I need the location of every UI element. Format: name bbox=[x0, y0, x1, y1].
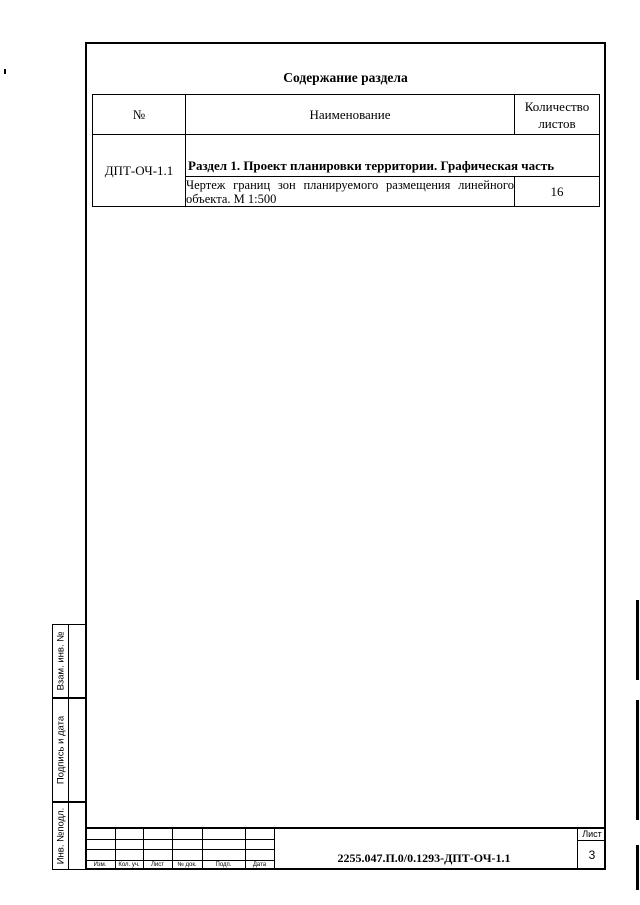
scan-mark bbox=[636, 700, 639, 820]
item-name: Чертеж границ зон планируемого размещения линейного объекта. М 1:500 bbox=[186, 177, 514, 206]
header-quantity: Количество листов bbox=[515, 95, 600, 135]
sheet-number: 3 bbox=[588, 848, 596, 862]
side-substitution-label: Взам. инв. № bbox=[55, 631, 66, 691]
header-number: № bbox=[93, 95, 186, 135]
item-sheets: 16 bbox=[515, 177, 600, 207]
row-code: ДПТ-ОЧ-1.1 bbox=[93, 135, 186, 207]
stamp-col-date: Дата bbox=[252, 862, 267, 868]
sheet-label: Лист bbox=[582, 829, 602, 839]
table-row bbox=[93, 135, 600, 177]
table-header-row bbox=[93, 95, 600, 135]
stamp-col-sign: Подп. bbox=[215, 862, 232, 868]
section-heading: Раздел 1. Проект планировки территории. Графическая часть bbox=[186, 135, 600, 177]
scan-mark bbox=[636, 845, 639, 890]
stamp-col-count: Кол. уч. bbox=[118, 862, 140, 868]
side-signature-box bbox=[52, 698, 86, 802]
stamp-col-change: Изм. bbox=[93, 862, 107, 868]
side-original-label: Инв. №подл. bbox=[55, 807, 66, 865]
side-substitution-box bbox=[52, 624, 86, 698]
side-original-box bbox=[52, 802, 86, 870]
header-name: Наименование bbox=[186, 95, 515, 135]
scan-mark bbox=[636, 600, 639, 680]
stamp-col-doc: № док. bbox=[177, 862, 197, 868]
side-signature-label: Подпись и дата bbox=[55, 715, 66, 785]
stamp-col-sheet: Лист bbox=[150, 862, 165, 868]
scan-mark bbox=[4, 69, 6, 74]
section-title: Содержание раздела bbox=[283, 70, 408, 85]
contents-table bbox=[92, 94, 600, 207]
document-code: 2255.047.П.0/0.1293-ДПТ-ОЧ-1.1 bbox=[337, 851, 511, 865]
